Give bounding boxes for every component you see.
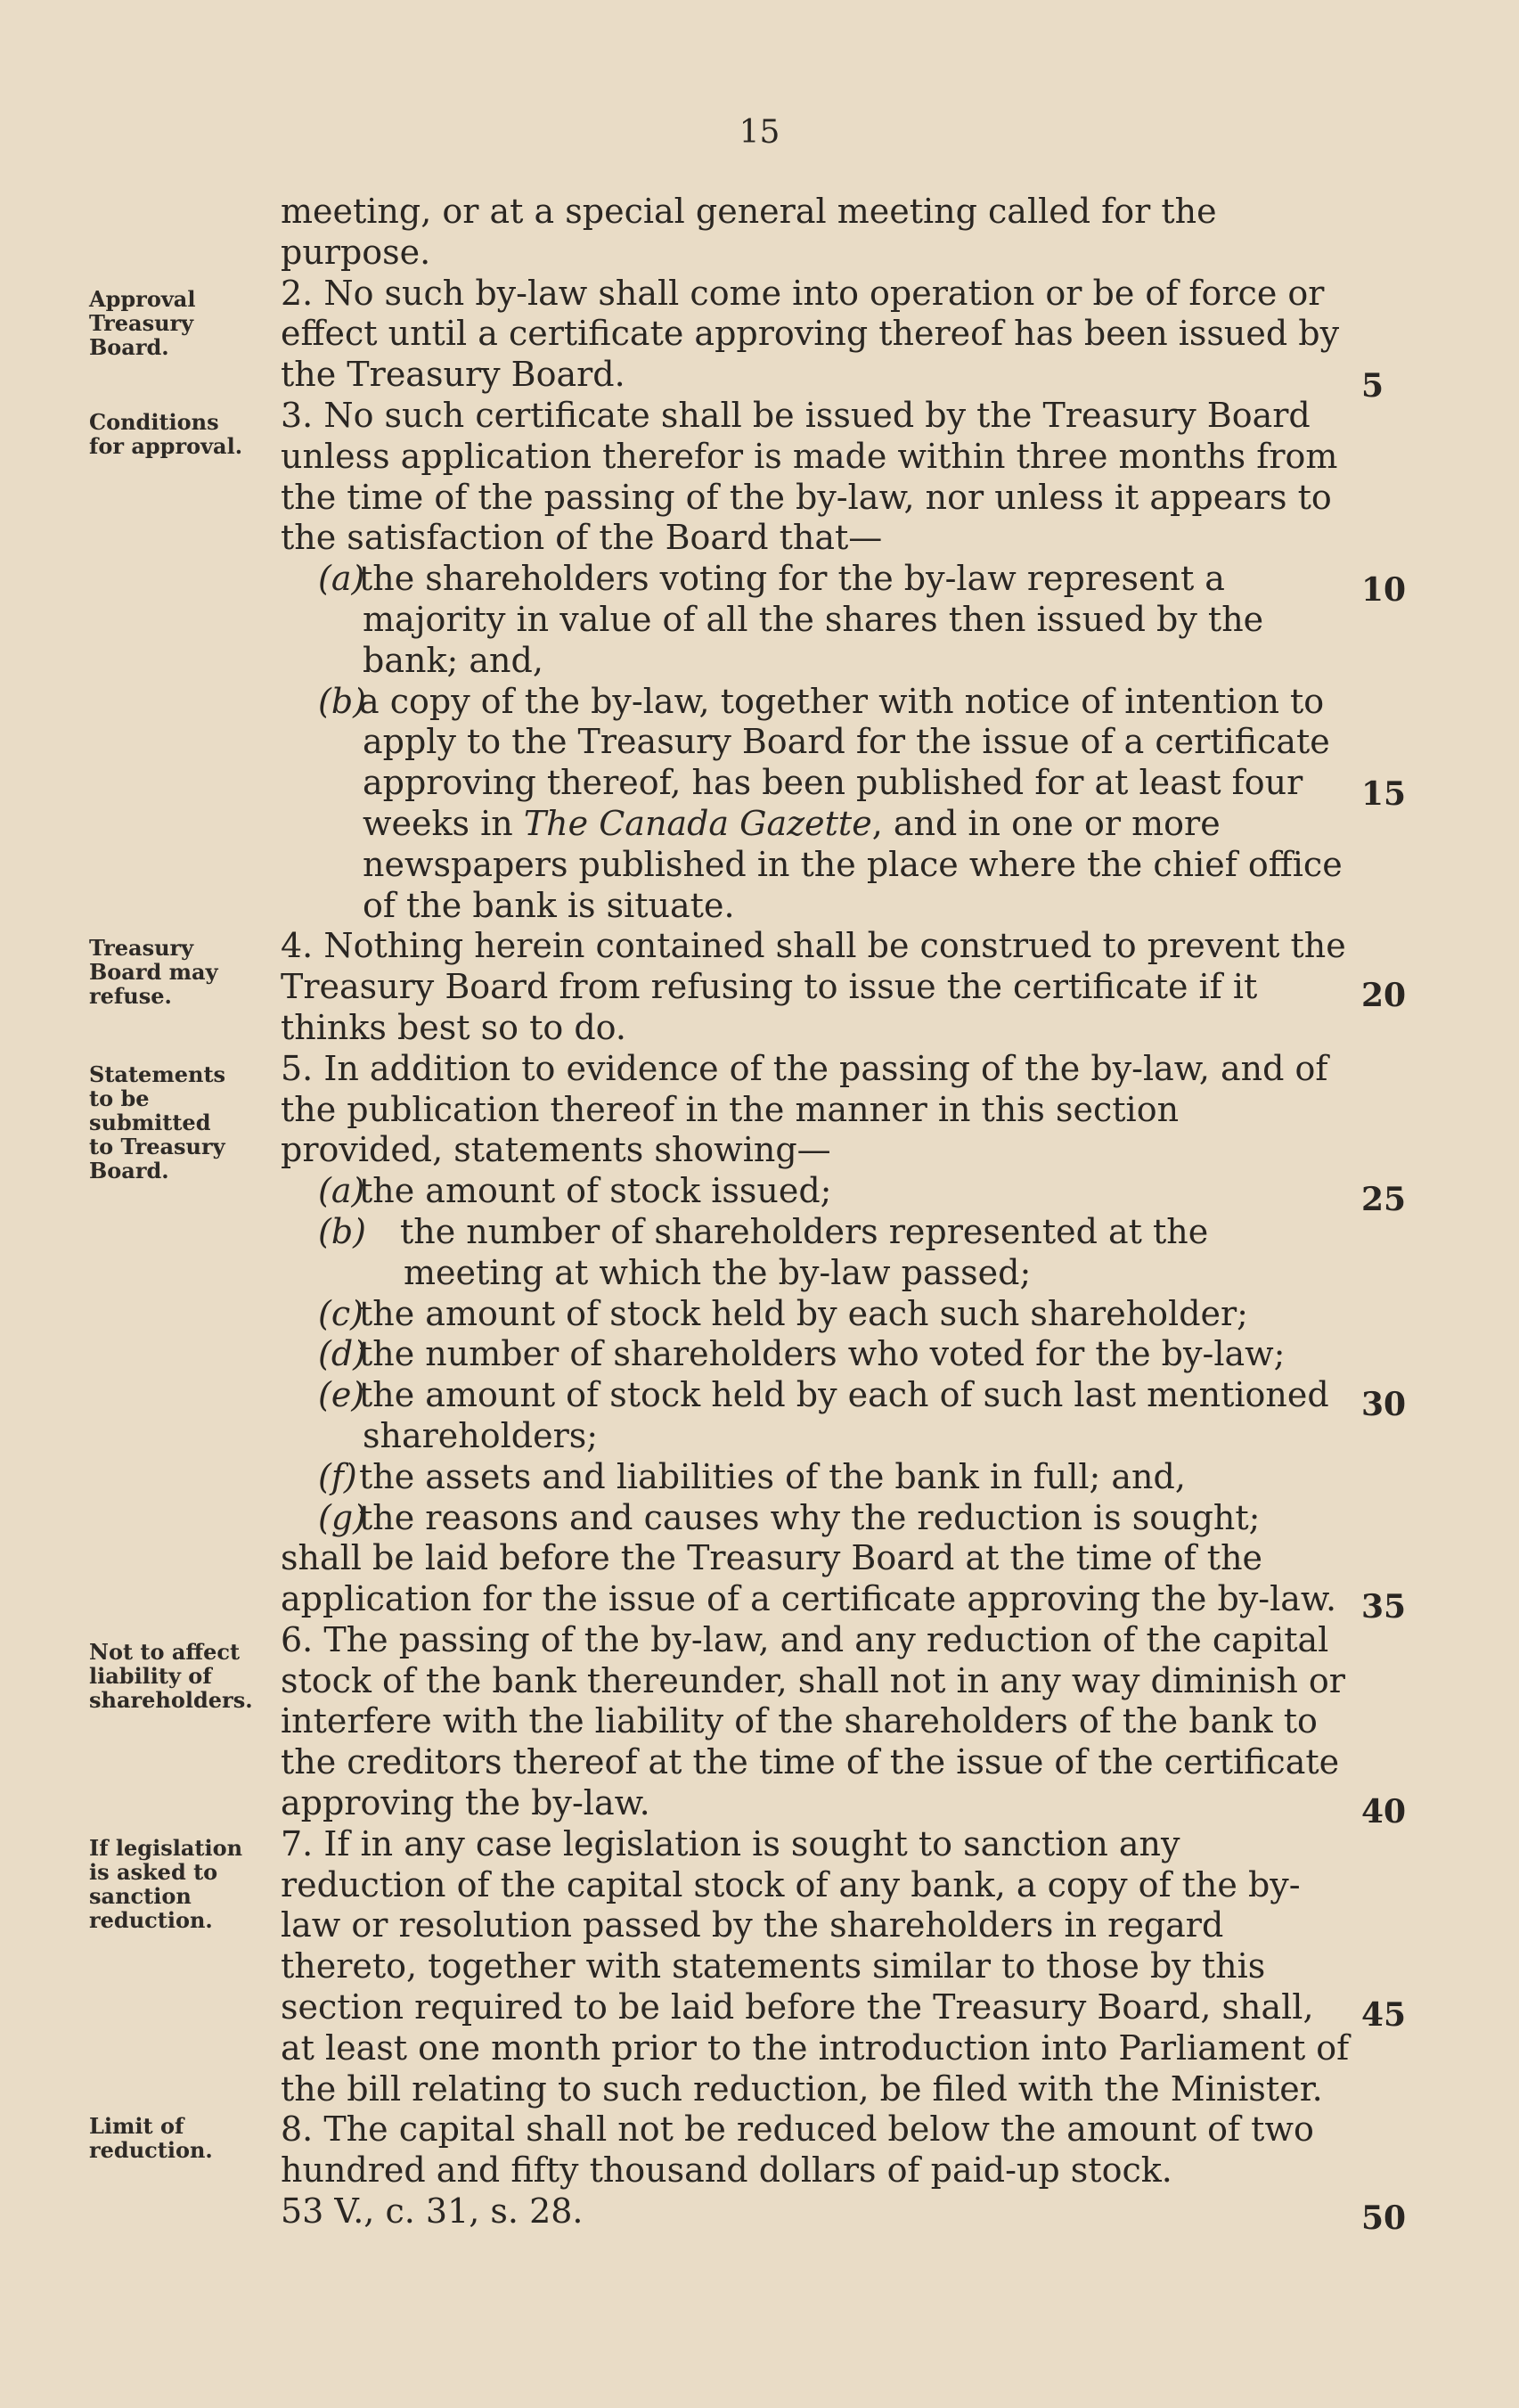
clause-label: (c) — [318, 1293, 363, 1333]
clause-text: a copy of the by-law, together with notice of intention to apply to the Treasury Board for the issue of a certificate approving thereof, has been published for at least four weeks in — [359, 681, 1330, 843]
clause-label: (b) — [318, 681, 366, 721]
section-5-clause-a — [281, 1171, 1350, 1212]
side-note-conditions: Conditions for approval. — [89, 409, 243, 459]
section-8: 8. The capital shall not be reduced below the amount of two hundred and fifty thousand dollars of paid-up stock. — [281, 2109, 1314, 2191]
clause-text: the amount of stock issued; — [359, 1171, 832, 1211]
clause-text: the amount of stock held by each such shareholder; — [359, 1293, 1248, 1333]
clause-text: , and in one or more newspapers published in the place where the chief office of the bank is situate. — [363, 803, 1343, 925]
clause-label: (e) — [318, 1375, 365, 1415]
paragraph-continuation: meeting, or at a special general meeting called for the purpose. — [281, 192, 1217, 272]
section-3-clause-b — [281, 682, 1350, 927]
clause-label: (d) — [318, 1334, 366, 1374]
line-number: 30 — [1361, 1386, 1407, 1423]
clause-label: (g) — [318, 1497, 366, 1537]
clause-text: the reasons and causes why the reduction is sought; — [359, 1497, 1261, 1537]
section-3-clause-a — [281, 559, 1350, 681]
line-number: 10 — [1361, 571, 1407, 609]
section-5-clause-b — [281, 1212, 1350, 1294]
section-5-clause-e — [281, 1375, 1350, 1457]
line-number: 35 — [1361, 1588, 1407, 1626]
line-number: 40 — [1361, 1793, 1407, 1831]
side-note-treasury-refuse: Treasury Board may refuse. — [89, 935, 218, 1009]
clause-label: (b) — [318, 1211, 366, 1251]
clause-label: (f) — [318, 1456, 357, 1496]
section-5-clause-c — [281, 1294, 1350, 1335]
line-number: 45 — [1361, 1996, 1407, 2034]
gazette-title: The Canada Gazette — [523, 803, 872, 843]
line-number: 5 — [1361, 367, 1384, 405]
citation: 53 V., c. 31, s. 28. — [281, 2191, 584, 2232]
section-5-clause-d — [281, 1334, 1350, 1375]
section-5-conclusion: shall be laid before the Treasury Board at the time of the application for the issue of a certificate approving the by-law. — [281, 1538, 1337, 1619]
section-2: 2. No such by-law shall come into operation or be of force or effect until a certificate approving thereof has been issued by the Treasury Board. — [281, 273, 1340, 395]
section-5: 5. In addition to evidence of the passing of the by-law, and of the publication thereof in the manner in this section provided, statements showing— — [281, 1048, 1328, 1170]
side-note-not-affect-liability: Not to affect liability of shareholders. — [89, 1639, 253, 1713]
section-7: 7. If in any case legislation is sought to sanction any reduction of the capital stock of any bank, a copy of the by-law or resolution passed by the shareholders in regard thereto, together with statements similar to those by this section required to be laid before the Treasury Board, shall, at least one month prior to the introduction into Parliament of the bill relating to such reduction, be filed with the Minister. — [281, 1823, 1350, 2109]
section-5-clause-g — [281, 1498, 1350, 1539]
clause-text: the amount of stock held by each of such last mentioned shareholders; — [359, 1375, 1329, 1455]
line-number: 50 — [1361, 2199, 1407, 2237]
side-note-legislation: If legislation is asked to sanction reduction. — [89, 1835, 243, 1933]
section-4: 4. Nothing herein contained shall be construed to prevent the Treasury Board from refusing to issue the certificate if it thinks best so to do. — [281, 926, 1346, 1047]
clause-text: the number of shareholders who voted for the by-law; — [359, 1334, 1286, 1374]
section-3: 3. No such certificate shall be issued by the Treasury Board unless application therefor is made within three months from the time of the passing of the by-law, nor unless it appears to the satisfaction of the Board that— — [281, 395, 1338, 558]
body-text — [281, 192, 1350, 2232]
clause-label: (a) — [318, 1171, 365, 1211]
page-number: 15 — [739, 114, 780, 151]
side-note-statements: Statements to be submitted to Treasury Board. — [89, 1061, 226, 1184]
side-note-approval: Approval Treasury Board. — [89, 286, 196, 360]
line-number: 20 — [1361, 977, 1407, 1014]
side-note-limit: Limit of reduction. — [89, 2113, 213, 2163]
clause-text: the assets and liabilities of the bank in full; and, — [359, 1456, 1186, 1496]
clause-text: the shareholders voting for the by-law represent a majority in value of all the shares then issued by the bank; and, — [359, 559, 1264, 680]
section-5-clause-f — [281, 1457, 1350, 1498]
clause-label: (a) — [318, 559, 365, 599]
section-6: 6. The passing of the by-law, and any reduction of the capital stock of the bank thereunder, shall not in any way diminish or interfere with the liability of the shareholders of the bank to the creditors thereof at the time of the issue of the certificate approving the by-law. — [281, 1619, 1345, 1823]
line-number: 25 — [1361, 1181, 1407, 1218]
clause-text: the number of shareholders represented at the meeting at which the by-law passed; — [400, 1211, 1209, 1292]
line-number: 15 — [1361, 775, 1407, 813]
